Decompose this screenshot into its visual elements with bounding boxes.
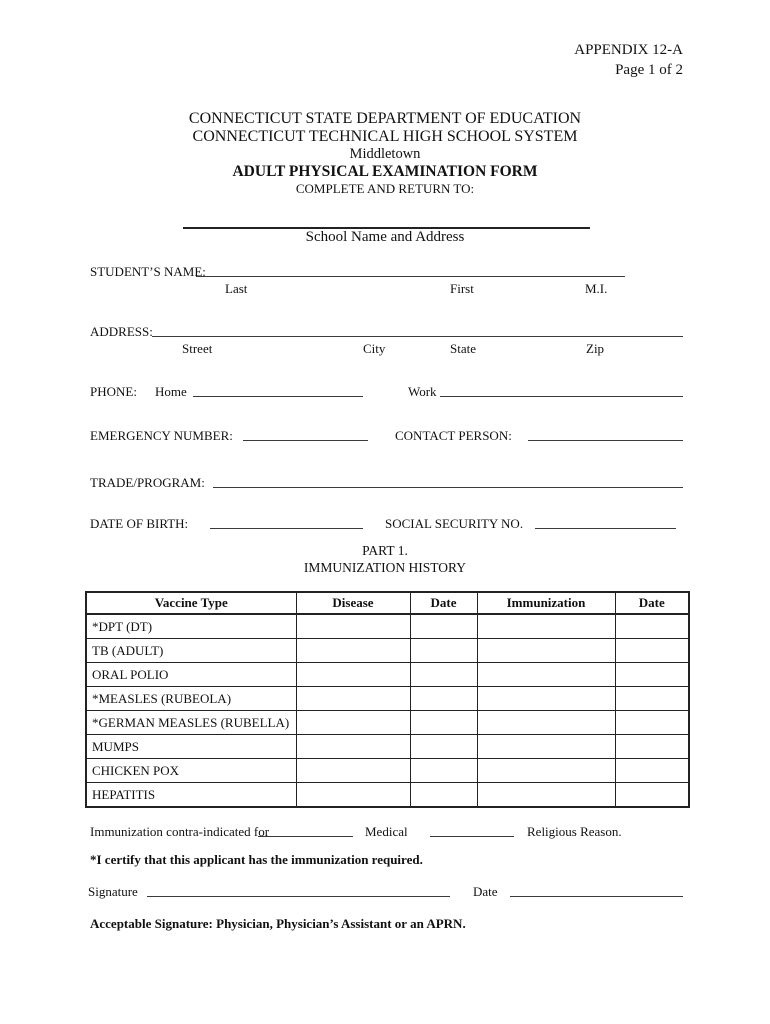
part1-title: PART 1. xyxy=(362,543,408,558)
student-name-first-caption: First xyxy=(450,281,474,296)
social-security-field[interactable] xyxy=(535,510,676,529)
disease-cell[interactable] xyxy=(296,735,410,759)
department-title: CONNECTICUT STATE DEPARTMENT OF EDUCATION xyxy=(188,110,582,127)
phone-work-label: Work xyxy=(408,384,437,399)
student-name-last-caption: Last xyxy=(225,281,248,296)
immunization-cell[interactable] xyxy=(477,614,615,639)
student-name-field[interactable] xyxy=(196,258,625,277)
signature-date-field[interactable] xyxy=(510,878,683,897)
phone-work-field[interactable] xyxy=(440,378,683,397)
address-field[interactable] xyxy=(152,318,683,337)
emergency-number-field[interactable] xyxy=(243,422,368,441)
certify-statement: *I certify that this applicant has the immunization required. xyxy=(90,852,423,867)
date2-cell[interactable] xyxy=(615,711,689,735)
phone-label: PHONE: xyxy=(90,384,137,399)
disease-cell[interactable] xyxy=(296,614,410,639)
phone-home-field[interactable] xyxy=(193,378,363,397)
vaccine-name-cell: *GERMAN MEASLES (RUBELLA) xyxy=(86,711,296,735)
table-row xyxy=(86,639,689,663)
part1-subtitle: IMMUNIZATION HISTORY xyxy=(303,560,467,575)
disease-cell[interactable] xyxy=(296,663,410,687)
contact-person-field[interactable] xyxy=(528,422,683,441)
disease-cell[interactable] xyxy=(296,687,410,711)
col-header-date1: Date xyxy=(410,592,477,614)
contact-person-label: CONTACT PERSON: xyxy=(395,428,512,443)
date1-cell[interactable] xyxy=(410,783,477,808)
vaccine-name-cell: MUMPS xyxy=(86,735,296,759)
immunization-cell[interactable] xyxy=(477,663,615,687)
signature-date-label: Date xyxy=(473,884,498,899)
acceptable-signature-note: Acceptable Signature: Physician, Physician’s Assistant or an APRN. xyxy=(90,916,466,931)
vaccine-name-cell: ORAL POLIO xyxy=(86,663,296,687)
disease-cell[interactable] xyxy=(296,639,410,663)
date-of-birth-label: DATE OF BIRTH: xyxy=(90,516,189,531)
table-row xyxy=(86,783,689,808)
vaccine-name-cell: TB (ADULT) xyxy=(86,639,296,663)
vaccine-name-cell: HEPATITIS xyxy=(86,783,296,808)
table-row xyxy=(86,614,689,639)
immunization-cell[interactable] xyxy=(477,639,615,663)
date2-cell[interactable] xyxy=(615,759,689,783)
date2-cell[interactable] xyxy=(615,687,689,711)
date1-cell[interactable] xyxy=(410,663,477,687)
phone-home-label: Home xyxy=(155,384,187,399)
col-header-disease: Disease xyxy=(296,592,410,614)
vaccine-name-cell: CHICKEN POX xyxy=(86,759,296,783)
appendix-label: APPENDIX 12-A xyxy=(574,42,683,58)
form-header xyxy=(0,110,770,197)
date1-cell[interactable] xyxy=(410,614,477,639)
signature-field[interactable] xyxy=(147,878,450,897)
student-name-label: STUDENT’S NAME: xyxy=(90,264,206,279)
immunization-cell[interactable] xyxy=(477,711,615,735)
address-zip-caption: Zip xyxy=(586,341,605,356)
disease-cell[interactable] xyxy=(296,783,410,808)
disease-cell[interactable] xyxy=(296,711,410,735)
immunization-table xyxy=(85,591,690,808)
medical-label: Medical xyxy=(365,824,408,839)
address-street-caption: Street xyxy=(182,341,213,356)
date1-cell[interactable] xyxy=(410,639,477,663)
page-number-label: Page 1 of 2 xyxy=(615,62,683,78)
contra-indicated-label: Immunization contra-indicated for xyxy=(90,824,270,839)
date1-cell[interactable] xyxy=(410,687,477,711)
address-label: ADDRESS: xyxy=(90,324,153,339)
col-header-date2: Date xyxy=(615,592,689,614)
date2-cell[interactable] xyxy=(615,783,689,808)
city-label: Middletown xyxy=(349,146,421,162)
school-name-field[interactable] xyxy=(183,207,590,229)
trade-program-label: TRADE/PROGRAM: xyxy=(90,475,205,490)
table-row xyxy=(86,663,689,687)
system-title: CONNECTICUT TECHNICAL HIGH SCHOOL SYSTEM xyxy=(192,128,578,145)
contra-medical-field[interactable] xyxy=(258,818,353,837)
address-city-caption: City xyxy=(363,341,386,356)
date1-cell[interactable] xyxy=(410,735,477,759)
corner-block xyxy=(574,40,683,80)
date2-cell[interactable] xyxy=(615,639,689,663)
table-row xyxy=(86,687,689,711)
date1-cell[interactable] xyxy=(410,711,477,735)
signature-label: Signature xyxy=(88,884,138,899)
date-of-birth-field[interactable] xyxy=(210,510,363,529)
immunization-cell[interactable] xyxy=(477,759,615,783)
trade-program-field[interactable] xyxy=(213,469,683,488)
social-security-label: SOCIAL SECURITY NO. xyxy=(385,516,524,531)
col-header-vaccine-type: Vaccine Type xyxy=(86,592,296,614)
table-row xyxy=(86,711,689,735)
table-header-row xyxy=(86,592,689,614)
vaccine-name-cell: *DPT (DT) xyxy=(86,614,296,639)
immunization-cell[interactable] xyxy=(477,735,615,759)
school-caption: School Name and Address xyxy=(305,229,465,245)
date2-cell[interactable] xyxy=(615,663,689,687)
religious-reason-label: Religious Reason. xyxy=(527,824,622,839)
contra-religious-field[interactable] xyxy=(430,818,514,837)
disease-cell[interactable] xyxy=(296,759,410,783)
immunization-cell[interactable] xyxy=(477,783,615,808)
immunization-cell[interactable] xyxy=(477,687,615,711)
return-to-label: COMPLETE AND RETURN TO: xyxy=(295,181,475,196)
date1-cell[interactable] xyxy=(410,759,477,783)
date2-cell[interactable] xyxy=(615,735,689,759)
col-header-immunization: Immunization xyxy=(477,592,615,614)
table-row xyxy=(86,759,689,783)
student-name-mi-caption: M.I. xyxy=(585,281,608,296)
date2-cell[interactable] xyxy=(615,614,689,639)
emergency-number-label: EMERGENCY NUMBER: xyxy=(90,428,233,443)
address-state-caption: State xyxy=(450,341,476,356)
table-row xyxy=(86,735,689,759)
vaccine-name-cell: *MEASLES (RUBEOLA) xyxy=(86,687,296,711)
form-title: ADULT PHYSICAL EXAMINATION FORM xyxy=(232,163,538,180)
